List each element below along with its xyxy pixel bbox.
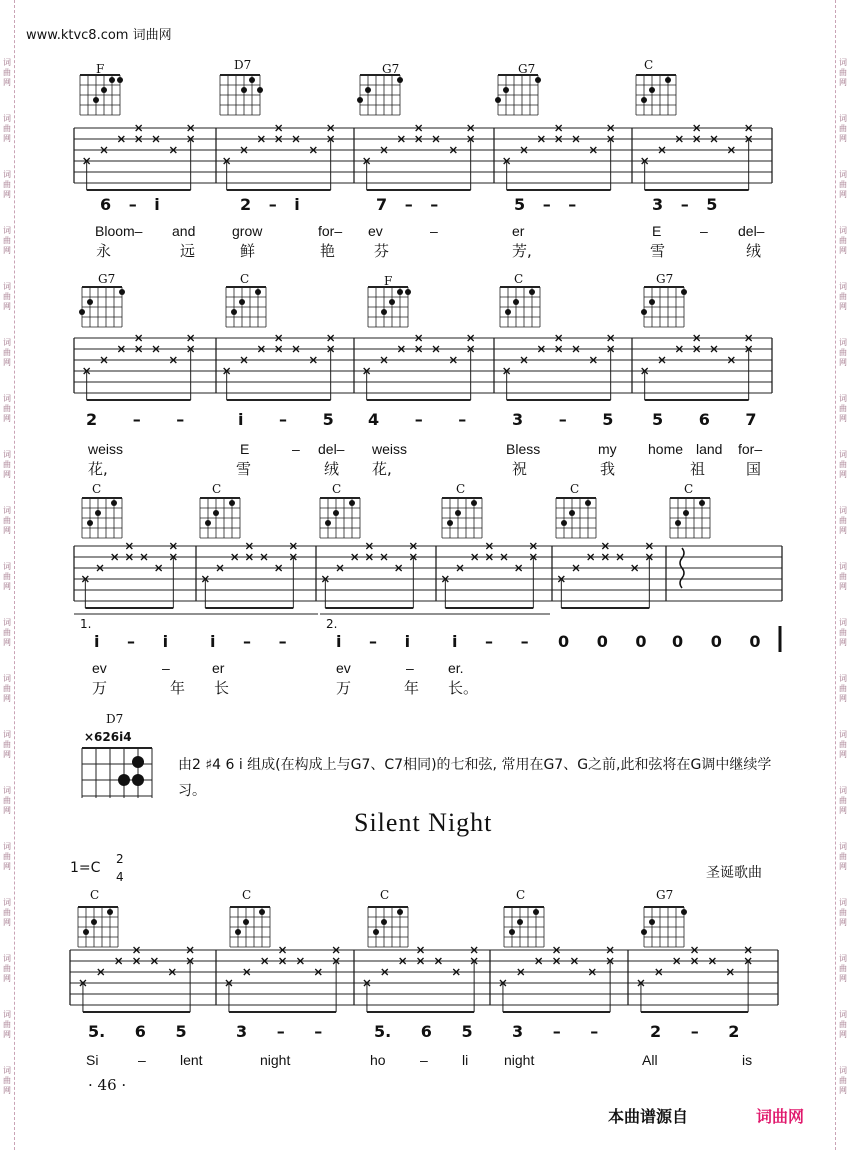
lyric-cn: 祝 [512, 460, 528, 478]
side-watermark-char: 网 [839, 302, 847, 311]
lyric-cn: 雪 [650, 242, 666, 260]
side-watermark-char: 词 [839, 954, 847, 963]
chord-label: C [380, 888, 390, 902]
side-watermark-char: 网 [839, 582, 847, 591]
lyric-cn: 雪 [236, 460, 252, 478]
jianpu-measure: 2 – i [240, 195, 300, 214]
lyric-en: All [642, 1052, 658, 1068]
d7-explanation: 由2 ♯4 6 i 组成(在构成上与G7、C7相同)的七和弦, 常用在G7、G之前,此和弦将在G调中继续学习。 [178, 757, 772, 799]
finger-dot [229, 500, 235, 506]
side-watermark-char: 曲 [3, 460, 11, 469]
finger-dot [533, 909, 539, 915]
lyric-en: ev [92, 660, 107, 676]
side-watermark-char: 词 [3, 1066, 11, 1075]
side-watermark-char: 词 [3, 954, 11, 963]
lyric-en: and [172, 223, 196, 239]
side-watermark-char: 网 [3, 78, 11, 87]
lyric-en: is [742, 1052, 753, 1068]
side-watermark-char: 网 [3, 694, 11, 703]
finger-dot [93, 97, 99, 103]
side-watermark-char: 词 [3, 394, 11, 403]
finger-dot [397, 909, 403, 915]
side-watermark-char: 网 [839, 246, 847, 255]
time-sig-bottom: 4 [116, 870, 124, 884]
finger-dot [91, 919, 97, 925]
finger-dot [641, 97, 647, 103]
side-watermark-char: 曲 [3, 740, 11, 749]
lyric-en: er [512, 223, 525, 239]
chord-label: G7 [98, 272, 116, 286]
side-watermark-char: 网 [839, 414, 847, 423]
finger-dot [333, 510, 339, 516]
chord-label: C [92, 482, 102, 496]
lyric-en: for– [738, 441, 763, 457]
lyric-en: Bless [506, 441, 541, 457]
chord-label: C [684, 482, 694, 496]
side-watermark-char: 曲 [839, 68, 847, 77]
side-watermark-char: 词 [839, 226, 847, 235]
chord-label: G7 [518, 62, 536, 76]
side-watermark-char: 曲 [3, 68, 11, 77]
song-title: Silent Night [354, 808, 493, 837]
finger-dot [699, 500, 705, 506]
finger-dot [118, 774, 130, 786]
side-watermark-char: 网 [839, 806, 847, 815]
side-watermark-char: 词 [839, 1010, 847, 1019]
side-watermark-char: 词 [3, 898, 11, 907]
side-watermark-char: 网 [839, 134, 847, 143]
chord-label: C [212, 482, 222, 496]
finger-dot [255, 289, 261, 295]
side-watermark-char: 曲 [839, 404, 847, 413]
lyric-cn: 远 [180, 242, 196, 260]
side-watermark-char: 曲 [839, 628, 847, 637]
side-watermark-char: 曲 [839, 348, 847, 357]
jianpu-measure: i – i [336, 632, 411, 651]
chord-label: C [570, 482, 580, 496]
finger-dot [239, 299, 245, 305]
side-watermark-char: 曲 [839, 908, 847, 917]
jianpu-measure: 2 – – [86, 410, 185, 429]
finger-dot [325, 520, 331, 526]
finger-dot [249, 77, 255, 83]
side-watermark-char: 网 [3, 414, 11, 423]
side-watermark-char: 曲 [839, 796, 847, 805]
lyric-cn: 万 [92, 679, 108, 697]
side-watermark-char: 曲 [3, 180, 11, 189]
side-watermark-char: 网 [3, 974, 11, 983]
side-watermark-char: 网 [3, 470, 11, 479]
side-watermark-char: 曲 [3, 964, 11, 973]
side-watermark-char: 曲 [839, 1020, 847, 1029]
side-watermark-char: 网 [839, 358, 847, 367]
finger-dot [681, 909, 687, 915]
finger-dot [107, 909, 113, 915]
finger-dot [213, 510, 219, 516]
lyric-en: weiss [372, 441, 408, 457]
side-watermark-char: 网 [3, 190, 11, 199]
chord-label: G7 [382, 62, 400, 76]
finger-dot [241, 87, 247, 93]
side-watermark-char: 网 [839, 638, 847, 647]
finger-dot [513, 299, 519, 305]
finger-dot [259, 909, 265, 915]
side-watermark-char: 词 [839, 58, 847, 67]
volta-1: 1. [80, 617, 92, 631]
lyric-cn: 祖 [690, 460, 706, 478]
jianpu-measure: 0 0 0 [558, 632, 647, 651]
finger-dot [381, 309, 387, 315]
side-watermark-char: 网 [839, 862, 847, 871]
side-watermark-char: 词 [3, 506, 11, 515]
finger-dot [569, 510, 575, 516]
finger-dot [495, 97, 501, 103]
side-watermark-char: 曲 [839, 964, 847, 973]
lyric-en: land [696, 441, 723, 457]
jianpu-measure: 3 – – [512, 1022, 599, 1041]
lyric-cn: 芬 [374, 242, 390, 260]
finger-dot [231, 309, 237, 315]
lyric-en: er [212, 660, 225, 676]
finger-dot [641, 309, 647, 315]
side-watermark-char: 词 [839, 170, 847, 179]
chord-label: G7 [656, 888, 674, 902]
finger-dot [397, 289, 403, 295]
finger-dot [561, 520, 567, 526]
side-watermark-char: 词 [3, 226, 11, 235]
side-watermark-char: 词 [3, 786, 11, 795]
time-sig-top: 2 [116, 852, 124, 866]
side-watermark-char: 词 [839, 842, 847, 851]
page-number: · 46 · [88, 1076, 127, 1094]
side-watermark-char: 曲 [3, 348, 11, 357]
jianpu-measure: 5. 6 5 [88, 1022, 187, 1041]
side-watermark-char: 网 [3, 638, 11, 647]
side-watermark-char: 网 [3, 918, 11, 927]
lyric-cn: 芳, [512, 242, 532, 260]
lyric-en: ho [370, 1052, 386, 1068]
chord-label: C [514, 272, 524, 286]
lyric-en: – [162, 660, 170, 676]
finger-dot [205, 520, 211, 526]
lyric-en: E [652, 223, 662, 239]
lyric-cn: 万 [336, 679, 352, 697]
finger-dot [681, 289, 687, 295]
side-watermark-char: 曲 [3, 404, 11, 413]
site-url[interactable]: www.ktvc8.com 词曲网 [26, 28, 172, 43]
jianpu-measure: 3 – – [236, 1022, 323, 1041]
side-watermark-char: 网 [3, 134, 11, 143]
jianpu-measure: i – – [210, 632, 287, 651]
side-watermark-char: 曲 [3, 852, 11, 861]
jianpu-measure: 5 – – [514, 195, 577, 214]
footer-source-label: 本曲谱源自 [608, 1107, 689, 1126]
lyric-en: weiss [88, 441, 124, 457]
finger-dot [87, 299, 93, 305]
finger-dot [119, 289, 125, 295]
side-watermark-char: 曲 [3, 684, 11, 693]
chord-label: C [516, 888, 526, 902]
jianpu-measure: i – – [452, 632, 529, 651]
chord-label: C [90, 888, 100, 902]
side-watermark-char: 网 [3, 1086, 11, 1095]
chord-label: D7 [234, 58, 252, 72]
finger-dot [79, 309, 85, 315]
side-watermark-char: 曲 [839, 1076, 847, 1085]
finger-dot [641, 929, 647, 935]
jianpu-measure: 5. 6 5 [374, 1022, 473, 1041]
lyric-en: – [420, 1052, 428, 1068]
finger-dot [505, 309, 511, 315]
lyric-cn: 年 [404, 679, 420, 697]
side-watermark-char: 曲 [839, 180, 847, 189]
finger-dot [649, 87, 655, 93]
finger-dot [389, 299, 395, 305]
lyric-en: lent [180, 1052, 203, 1068]
finger-dot [83, 929, 89, 935]
lyric-en: li [462, 1052, 469, 1068]
side-watermark-char: 网 [839, 694, 847, 703]
lyric-en: grow [232, 223, 263, 239]
lyric-en: – [138, 1052, 146, 1068]
side-watermark-char: 曲 [3, 292, 11, 301]
side-watermark-char: 词 [839, 394, 847, 403]
lyric-cn: 长 [214, 679, 230, 697]
side-watermark-char: 词 [839, 114, 847, 123]
side-watermark-char: 曲 [3, 1076, 11, 1085]
side-watermark-char: 曲 [3, 124, 11, 133]
lyric-en: E [240, 441, 250, 457]
side-watermark-char: 词 [839, 674, 847, 683]
finger-dot [109, 77, 115, 83]
side-watermark-char: 网 [3, 1030, 11, 1039]
side-watermark-char: 网 [839, 750, 847, 759]
finger-dot [373, 929, 379, 935]
d7-chord-label: D7 [106, 712, 124, 726]
song-source: 圣诞歌曲 [706, 865, 762, 881]
footer-site-link[interactable]: 词曲网 [756, 1107, 805, 1126]
jianpu-measure: 5 6 7 [652, 410, 757, 429]
jianpu-measure: 3 – 5 [512, 410, 614, 429]
side-watermark-char: 词 [3, 170, 11, 179]
lyric-cn: 我 [600, 460, 616, 478]
finger-dot [683, 510, 689, 516]
side-watermark-char: 词 [3, 674, 11, 683]
finger-dot [87, 520, 93, 526]
finger-dot [405, 289, 411, 295]
lyric-en: for– [318, 223, 343, 239]
side-watermark-char: 词 [3, 842, 11, 851]
side-watermark-char: 词 [3, 282, 11, 291]
lyric-en: del– [318, 441, 345, 457]
finger-dot [471, 500, 477, 506]
lyric-cn: 花, [372, 460, 392, 478]
lyric-en: er. [448, 660, 464, 676]
finger-dot [397, 77, 403, 83]
side-watermark-char: 词 [839, 338, 847, 347]
side-watermark-char: 网 [839, 526, 847, 535]
side-watermark-char: 网 [3, 302, 11, 311]
lyric-cn: 永 [96, 242, 112, 260]
side-watermark-char: 网 [3, 806, 11, 815]
side-watermark-char: 词 [3, 730, 11, 739]
side-watermark-char: 网 [3, 862, 11, 871]
volta-2: 2. [326, 617, 338, 631]
side-watermark-char: 曲 [3, 572, 11, 581]
finger-dot [243, 919, 249, 925]
finger-dot [365, 87, 371, 93]
lyric-en: ev [336, 660, 351, 676]
jianpu-measure: 0 0 0 [672, 632, 761, 651]
side-watermark-char: 曲 [3, 796, 11, 805]
side-watermark-char: 曲 [839, 740, 847, 749]
side-watermark-char: 网 [3, 246, 11, 255]
key-signature: 1=C [70, 860, 101, 876]
finger-dot [535, 77, 541, 83]
finger-dot [235, 929, 241, 935]
side-watermark-char: 词 [3, 114, 11, 123]
lyric-cn: 鲜 [240, 242, 256, 260]
finger-dot [455, 510, 461, 516]
side-watermark-char: 网 [839, 1030, 847, 1039]
chord-label: C [240, 272, 250, 286]
side-watermark-char: 词 [839, 730, 847, 739]
lyric-en: Bloom– [95, 223, 143, 239]
side-watermark-char: 曲 [839, 124, 847, 133]
lyric-cn: 年 [170, 679, 186, 697]
jianpu-measure: i – i [94, 632, 169, 651]
side-watermark-char: 网 [3, 582, 11, 591]
lyric-cn: 艳 [320, 242, 336, 260]
lyric-en: ev [368, 223, 383, 239]
finger-dot [447, 520, 453, 526]
finger-dot [649, 299, 655, 305]
lyric-cn: 绒 [746, 242, 762, 260]
lyric-en: my [598, 441, 617, 457]
side-watermark-char: 词 [3, 1010, 11, 1019]
side-watermark-char: 网 [3, 526, 11, 535]
chord-label: G7 [656, 272, 674, 286]
finger-dot [665, 77, 671, 83]
side-watermark-char: 曲 [839, 460, 847, 469]
jianpu-measure: i – 5 [238, 410, 334, 429]
side-watermark-char: 词 [839, 898, 847, 907]
finger-dot [132, 774, 144, 786]
finger-dot [132, 756, 144, 768]
finger-dot [349, 500, 355, 506]
side-watermark-char: 网 [839, 974, 847, 983]
jianpu-measure: 7 – – [376, 195, 439, 214]
side-watermark-char: 曲 [3, 908, 11, 917]
lyric-cn: 长。 [448, 679, 479, 697]
side-watermark-char: 网 [839, 78, 847, 87]
lyric-en: home [648, 441, 684, 457]
side-watermark-char: 曲 [839, 236, 847, 245]
side-watermark-char: 曲 [839, 516, 847, 525]
lyric-cn: 花, [88, 460, 108, 478]
lyric-en: – [430, 223, 438, 239]
side-watermark-char: 词 [839, 562, 847, 571]
jianpu-measure: 3 – 5 [652, 195, 718, 214]
finger-dot [509, 929, 515, 935]
finger-dot [517, 919, 523, 925]
side-watermark-char: 曲 [839, 852, 847, 861]
side-watermark-char: 词 [3, 562, 11, 571]
finger-dot [381, 919, 387, 925]
side-watermark-char: 词 [3, 58, 11, 67]
side-watermark-char: 网 [3, 750, 11, 759]
finger-dot [357, 97, 363, 103]
finger-dot [117, 77, 123, 83]
side-watermark-char: 曲 [839, 572, 847, 581]
lyric-en: night [260, 1052, 291, 1068]
side-watermark-char: 网 [3, 358, 11, 367]
side-watermark-char: 曲 [3, 1020, 11, 1029]
finger-dot [675, 520, 681, 526]
side-watermark-char: 词 [839, 282, 847, 291]
side-watermark-char: 词 [3, 338, 11, 347]
side-watermark-char: 网 [839, 470, 847, 479]
finger-dot [529, 289, 535, 295]
chord-label: C [332, 482, 342, 496]
chord-label: F [384, 274, 393, 288]
side-watermark-char: 网 [839, 1086, 847, 1095]
side-watermark-char: 曲 [839, 684, 847, 693]
side-watermark-char: 词 [839, 1066, 847, 1075]
side-watermark-char: 词 [839, 786, 847, 795]
side-watermark-char: 网 [839, 190, 847, 199]
chord-label: C [644, 58, 654, 72]
side-watermark-char: 曲 [3, 236, 11, 245]
lyric-cn: 国 [746, 460, 762, 478]
finger-dot [101, 87, 107, 93]
finger-dot [111, 500, 117, 506]
side-watermark-char: 词 [839, 618, 847, 627]
lyric-en: – [292, 441, 300, 457]
lyric-en: – [700, 223, 708, 239]
side-watermark-char: 词 [839, 450, 847, 459]
jianpu-measure: 2 – 2 [650, 1022, 740, 1041]
lyric-en: – [406, 660, 414, 676]
lyric-cn: 绒 [324, 460, 340, 478]
chord-label: F [96, 62, 105, 76]
chord-label: C [456, 482, 466, 496]
chord-label: C [242, 888, 252, 902]
lyric-en: night [504, 1052, 535, 1068]
side-watermark-char: 词 [3, 618, 11, 627]
finger-dot [95, 510, 101, 516]
side-watermark-char: 词 [839, 506, 847, 515]
jianpu-measure: 4 – – [368, 410, 467, 429]
lyric-en: Si [86, 1052, 99, 1068]
lyric-en: del– [738, 223, 765, 239]
side-watermark-char: 词 [3, 450, 11, 459]
side-watermark-char: 网 [839, 918, 847, 927]
d7-fingering: ×626i4 [84, 730, 132, 744]
finger-dot [649, 919, 655, 925]
finger-dot [503, 87, 509, 93]
side-watermark-char: 曲 [3, 516, 11, 525]
side-watermark-char: 曲 [3, 628, 11, 637]
finger-dot [257, 87, 263, 93]
finger-dot [585, 500, 591, 506]
jianpu-measure: 6 – i [100, 195, 160, 214]
side-watermark-char: 曲 [839, 292, 847, 301]
